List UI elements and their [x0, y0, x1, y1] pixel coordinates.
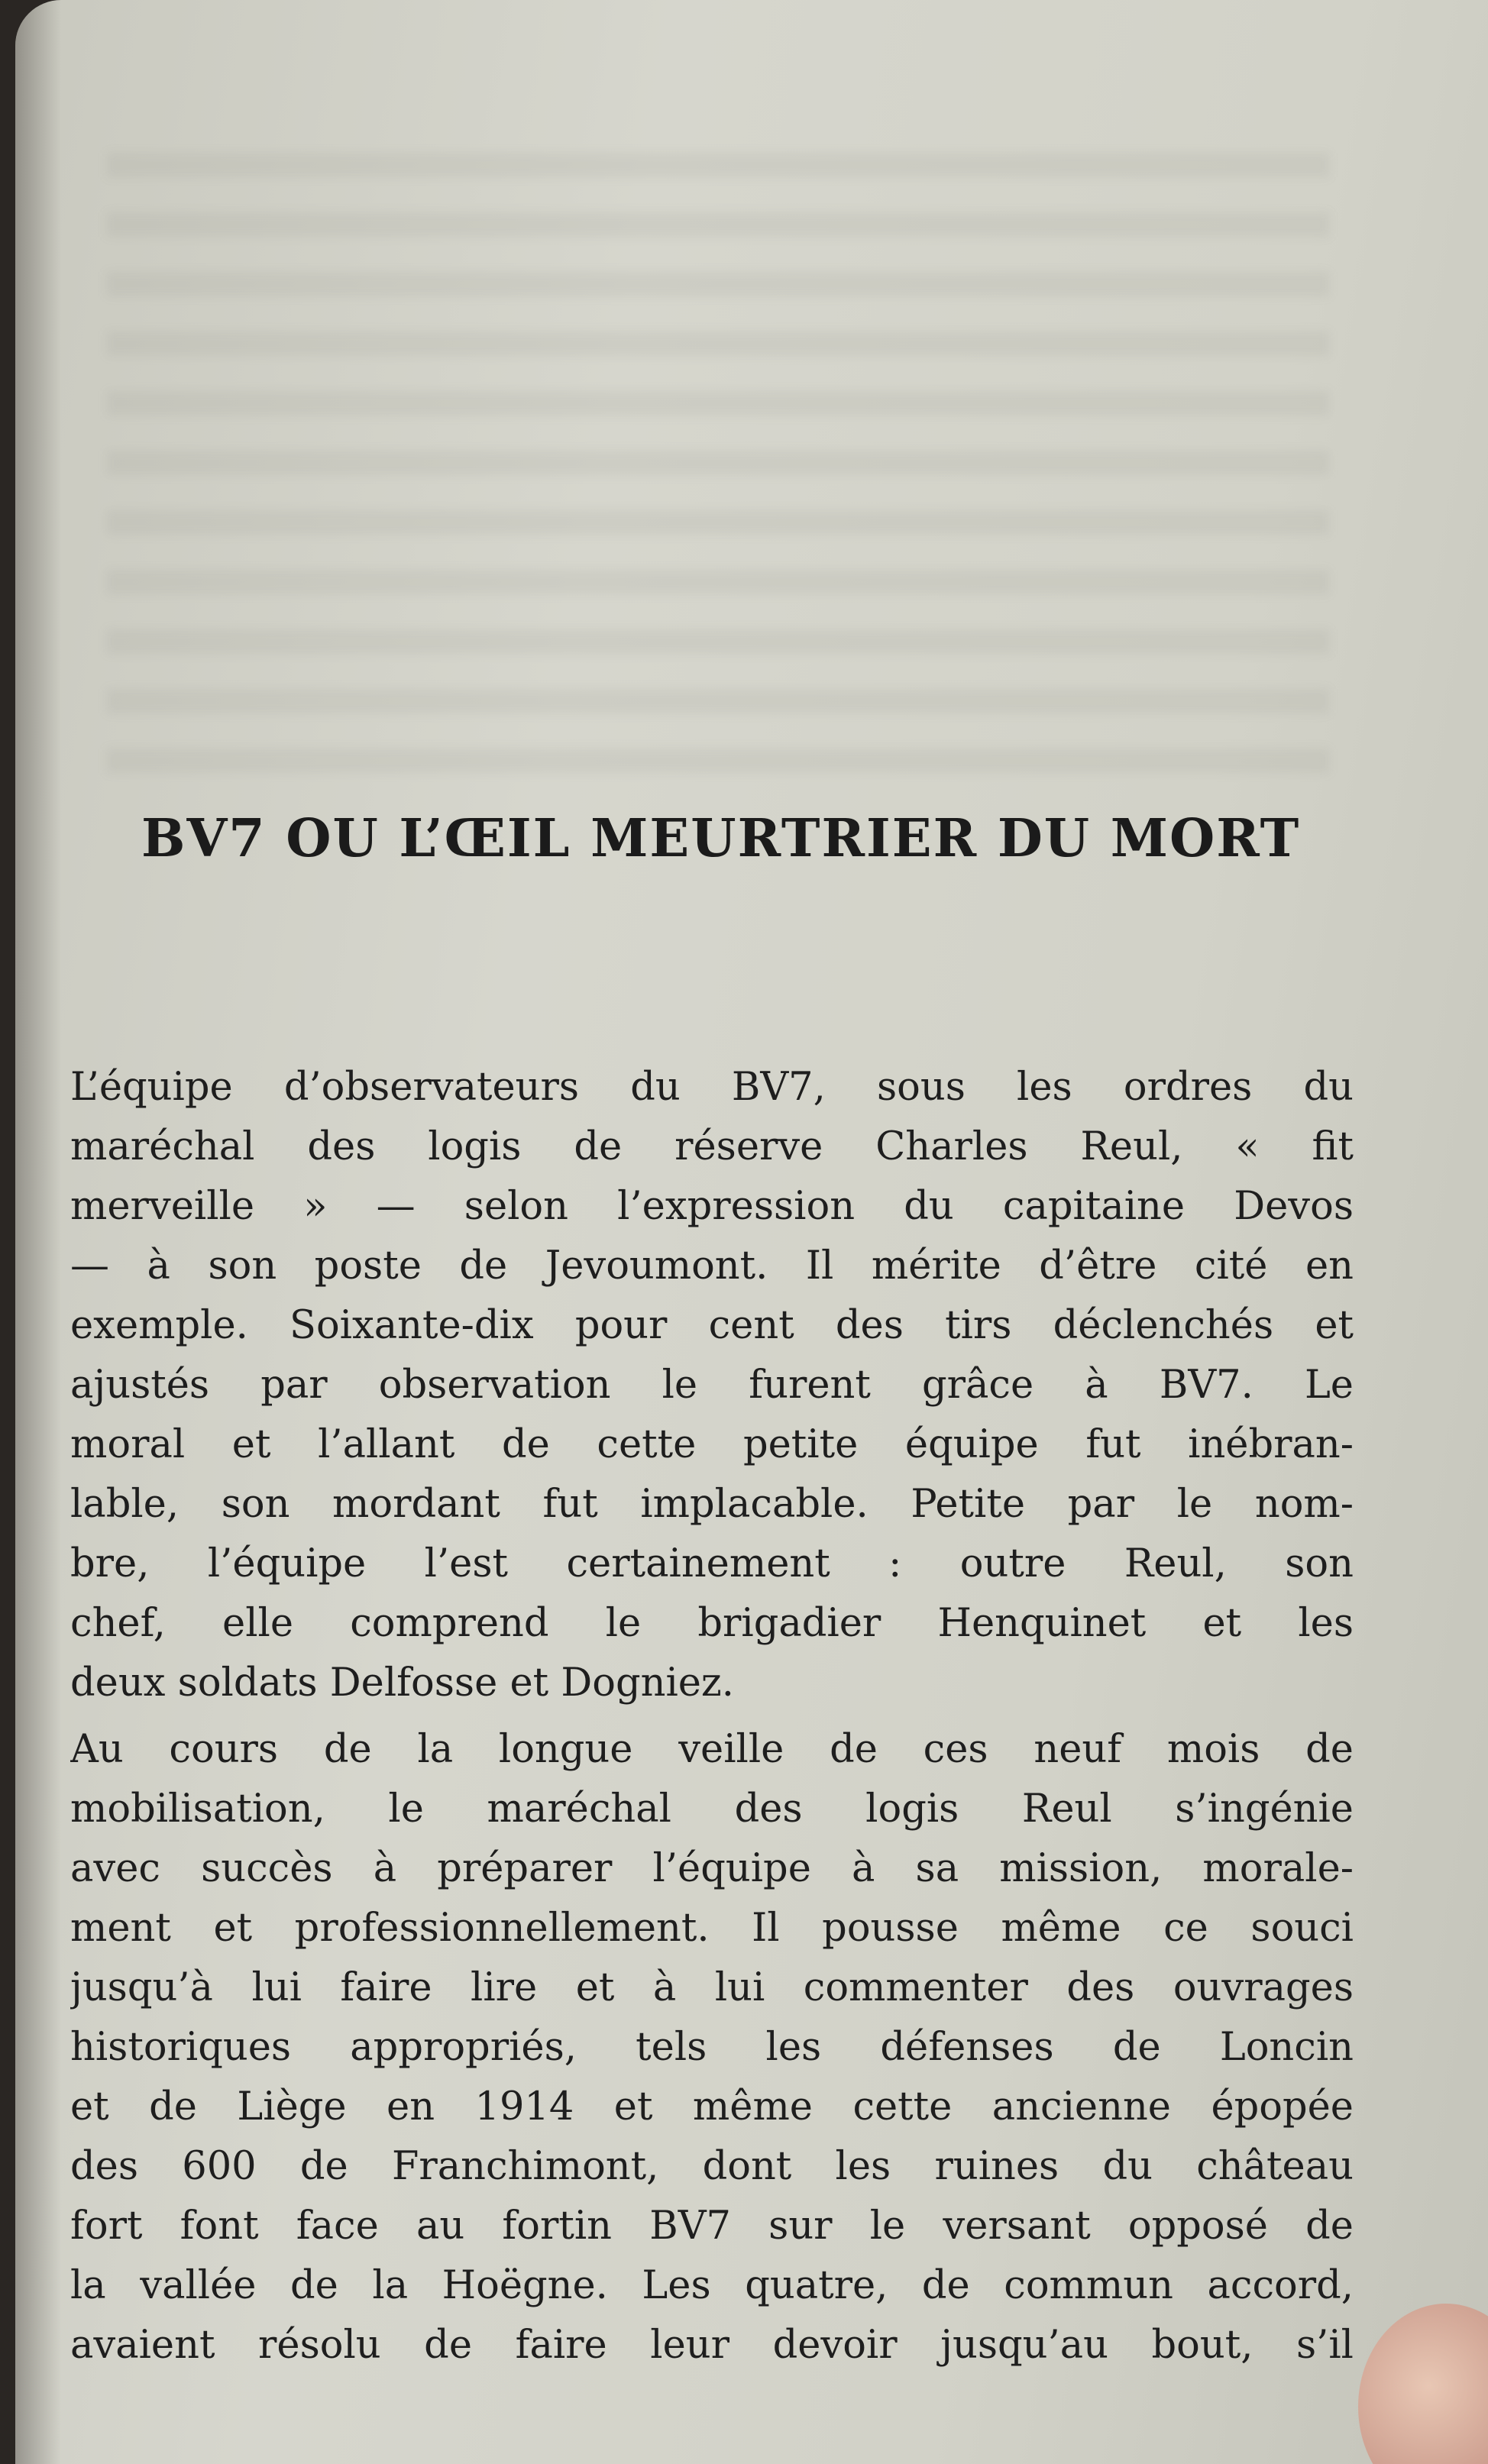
text-line: jusqu’à lui faire lire et à lui commenter des ouvrages — [70, 1965, 1354, 2010]
text-line: ment et professionnellement. Il pousse même ce souci — [70, 1906, 1354, 1951]
text-line: avec succès à préparer l’équipe à sa mission, morale- — [70, 1846, 1354, 1891]
thumb — [1358, 2304, 1488, 2464]
text-line: — à son poste de Jevoumont. Il mérite d’être cité en — [70, 1243, 1354, 1289]
text-line: chef, elle comprend le brigadier Henquinet et les — [70, 1601, 1354, 1646]
text-line: Au cours de la longue veille de ces neuf mois de — [70, 1727, 1354, 1772]
text-line: deux soldats Delfosse et Dogniez. — [70, 1660, 735, 1706]
chapter-heading: BV7 OU L’ŒIL MEURTRIER DU MORT — [141, 808, 1301, 869]
page-gutter-shadow — [15, 0, 61, 2464]
paragraph-1 — [70, 1058, 1354, 1713]
text-line: L’équipe d’observateurs du BV7, sous les ordres du — [70, 1065, 1354, 1110]
text-line: historiques appropriés, tels les défenses de Loncin — [70, 2025, 1354, 2070]
text-line: mobilisation, le maréchal des logis Reul s’ingénie — [70, 1787, 1354, 1832]
show-through-text — [107, 153, 1329, 802]
text-line: avaient résolu de faire leur devoir jusqu’au bout, s’il — [70, 2323, 1354, 2368]
text-line: maréchal des logis de réserve Charles Reul, « fit — [70, 1124, 1354, 1169]
text-line: et de Liège en 1914 et même cette ancienne épopée — [70, 2084, 1354, 2129]
text-line: moral et l’allant de cette petite équipe fut inébran- — [70, 1422, 1354, 1467]
text-line: fort font face au fortin BV7 sur le versant opposé de — [70, 2204, 1354, 2249]
text-line: lable, son mordant fut implacable. Petite par le nom- — [70, 1482, 1354, 1527]
text-line: merveille » — selon l’expression du capitaine Devos — [70, 1184, 1354, 1229]
text-line: des 600 de Franchimont, dont les ruines du château — [70, 2144, 1354, 2189]
paragraph-2 — [70, 1720, 1354, 2375]
text-line: la vallée de la Hoëgne. Les quatre, de commun accord, — [70, 2263, 1354, 2308]
book-page — [15, 0, 1488, 2464]
text-line: bre, l’équipe l’est certainement : outre Reul, son — [70, 1541, 1354, 1586]
text-line: ajustés par observation le furent grâce à BV7. Le — [70, 1363, 1354, 1408]
text-line: exemple. Soixante-dix pour cent des tirs déclenchés et — [70, 1303, 1354, 1348]
